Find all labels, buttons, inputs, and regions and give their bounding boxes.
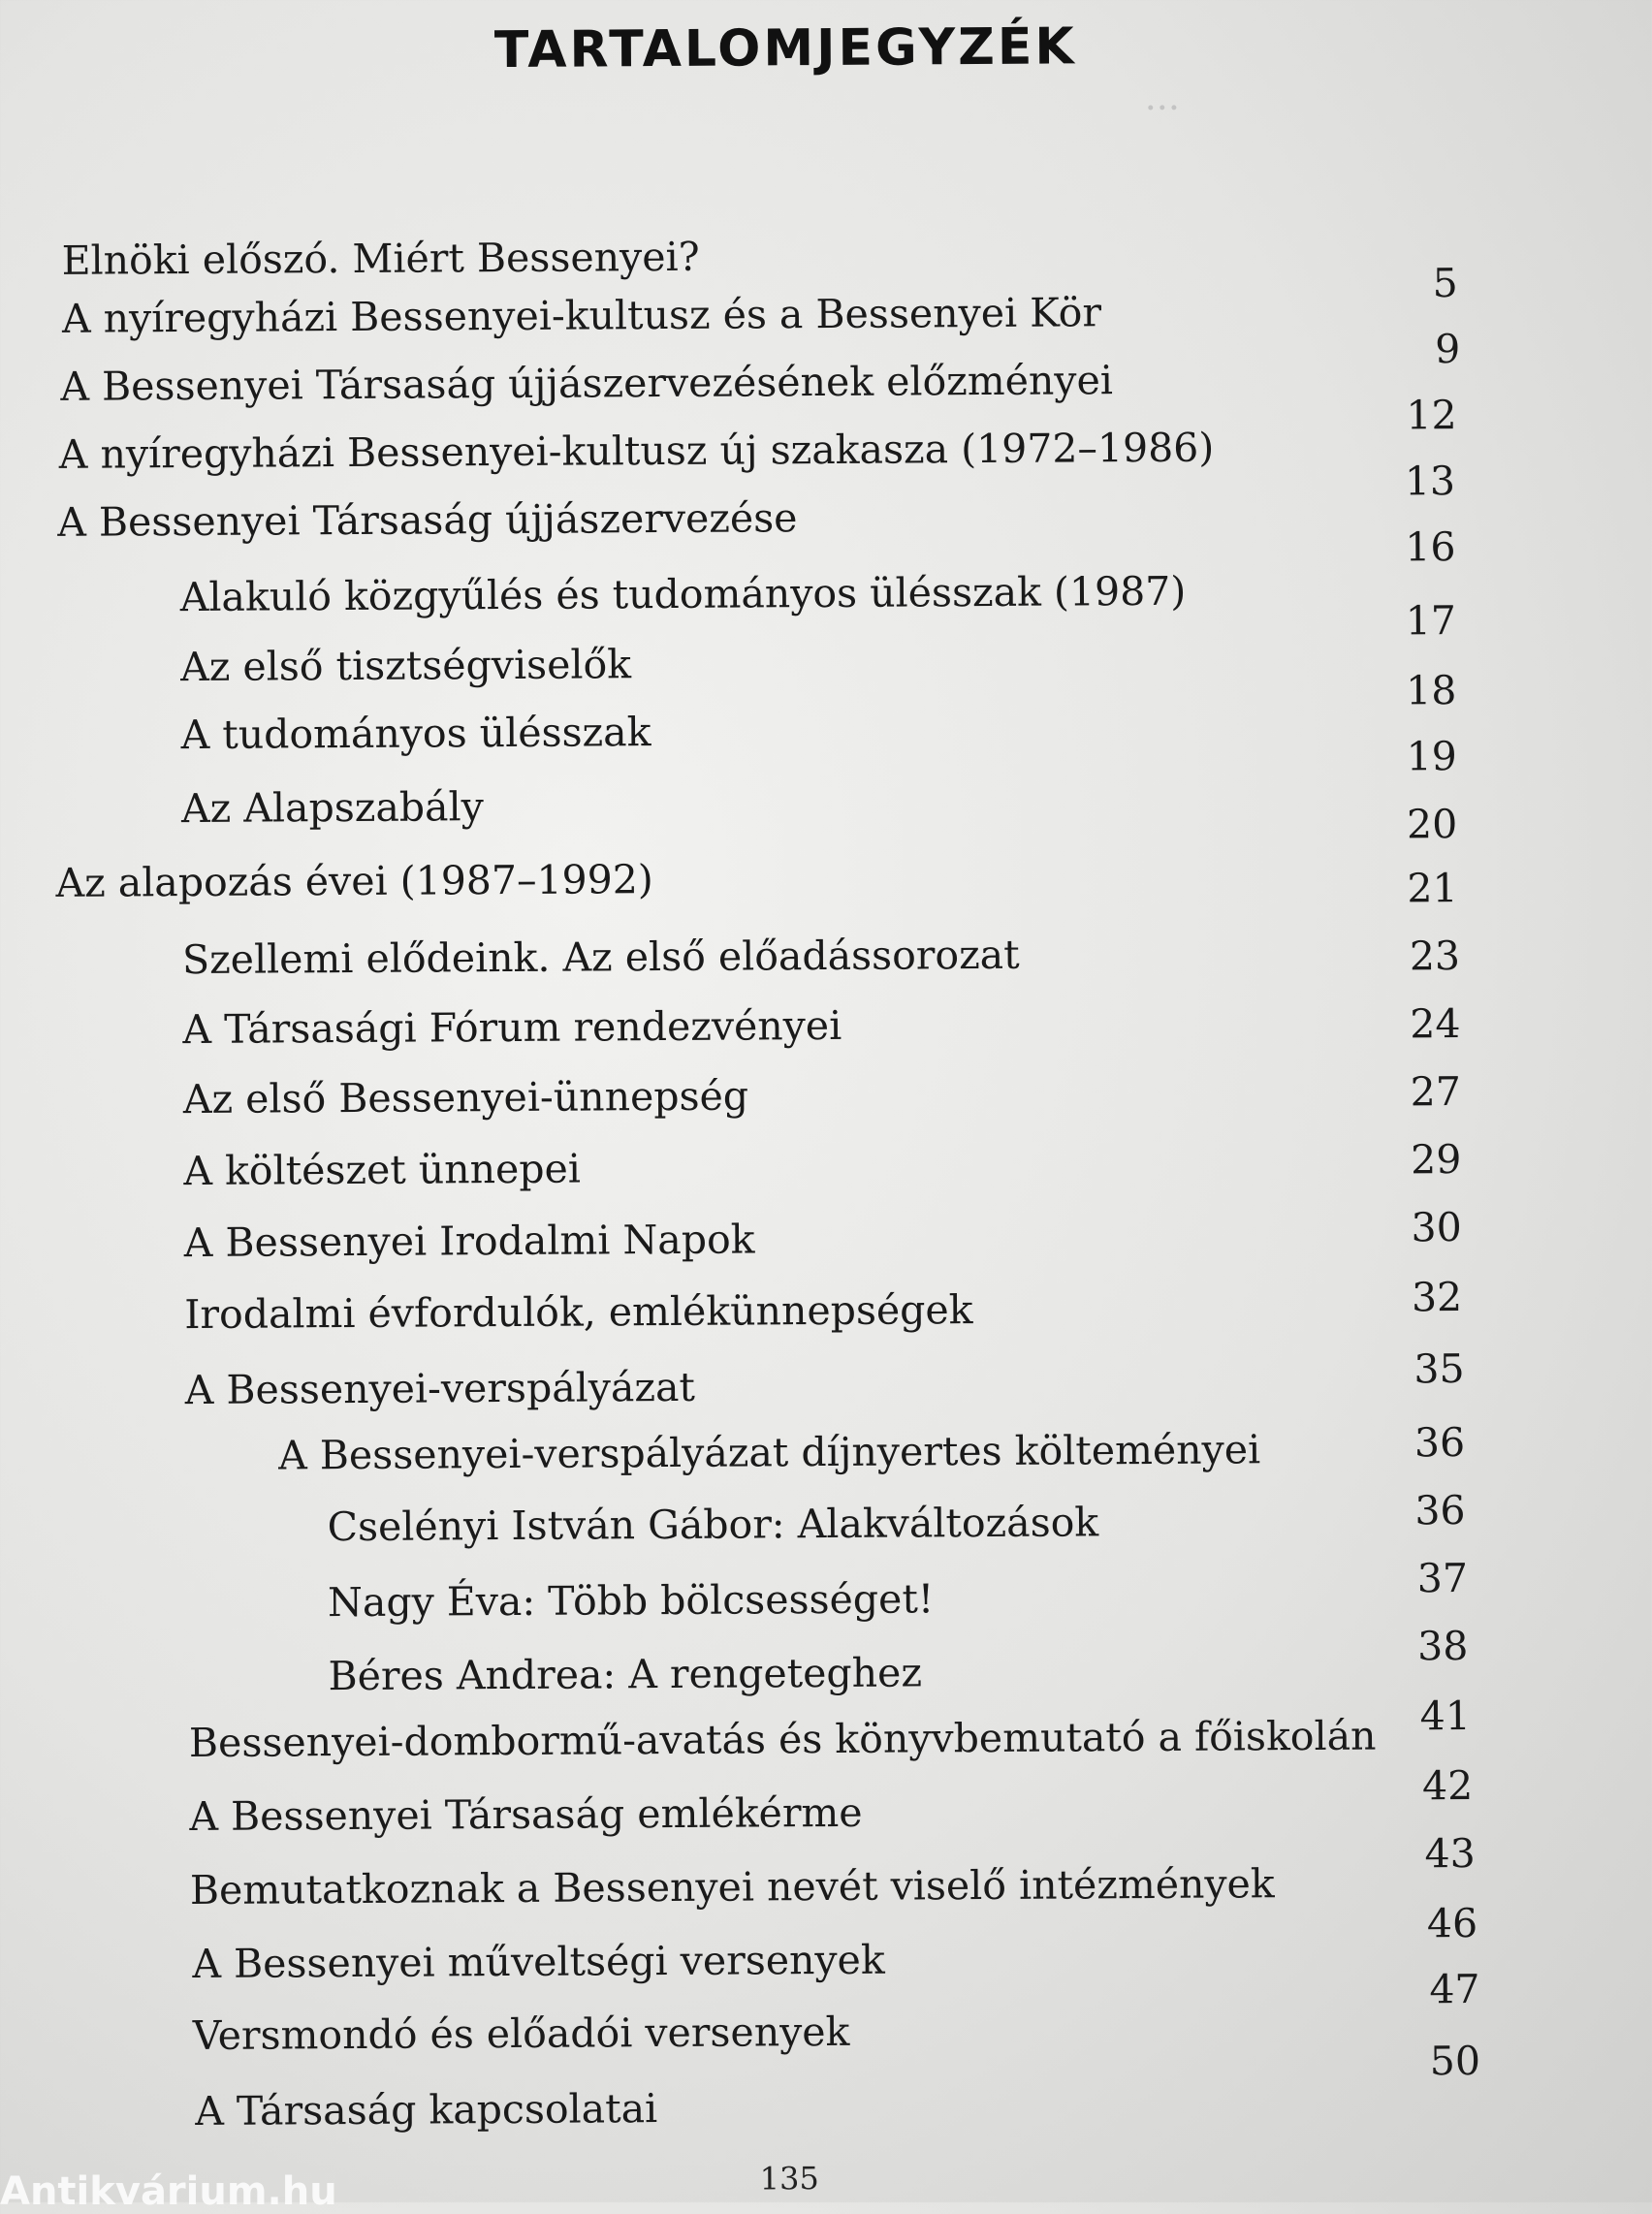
toc-entry: [183, 1068, 1502, 1134]
toc-entry: [180, 704, 1499, 780]
toc-entry: [61, 287, 1497, 373]
toc-entry: [184, 1345, 1504, 1425]
toc-entry: [183, 1136, 1502, 1206]
toc-entry-page: 12: [1406, 392, 1457, 439]
toc-entry-label: A nyíregyházi Bessenyei-kultusz és a Bessenyei Kör: [61, 289, 1102, 342]
toc-entry-page: 32: [1411, 1274, 1463, 1321]
toc-entry-page: 35: [1414, 1345, 1465, 1393]
toc-entry-label: A nyíregyházi Bessenyei-kultusz új szakasza (1972–1986): [58, 424, 1215, 478]
toc-entry-page: 21: [1407, 865, 1458, 912]
toc-entry-page: 19: [1406, 733, 1457, 780]
toc-entry: [57, 490, 1492, 571]
toc-entry-page: 9: [1434, 326, 1461, 373]
toc-entry-page: 50: [1429, 2037, 1481, 2085]
toc-entry-page: 46: [1426, 1899, 1478, 1947]
toc-entry: [327, 1554, 1510, 1637]
toc-entry-label: A költészet ünnepei: [183, 1145, 582, 1195]
toc-entry-label: Az első Bessenyei-ünnepség: [182, 1072, 749, 1123]
toc-entry-page: 37: [1416, 1554, 1469, 1602]
toc-entry: [328, 1622, 1510, 1711]
toc-entry: [55, 851, 1500, 918]
toc-entry: [195, 2037, 1523, 2146]
toc-entry-label: Elnöki előszó. Miért Bessenyei?: [61, 233, 700, 284]
toc-entry-label: A Társaság kapcsolatai: [195, 2085, 658, 2135]
toc-entry-page: 41: [1419, 1692, 1471, 1740]
toc-entry: [278, 1419, 1509, 1491]
toc-entry: [182, 998, 1501, 1064]
toc-entry-page: 38: [1417, 1622, 1469, 1670]
toc-entry-label: Alakuló közgyűlés és tudományos ülésszak (1987): [179, 567, 1187, 621]
toc-entry: [192, 1965, 1521, 2071]
toc-entry-label: Az alapozás évei (1987–1992): [55, 856, 653, 906]
toc-entry-page: 20: [1406, 801, 1458, 848]
toc-entry-label: A Bessenyei-verspályázat: [184, 1363, 696, 1414]
toc-entry-label: Az Alapszabály: [180, 783, 484, 833]
toc-entry: [183, 1204, 1503, 1278]
toc-entry-label: A Társasági Fórum rendezvényei: [182, 1001, 842, 1054]
toc-entry-label: Irodalmi évfordulók, emlékünnepségek: [184, 1286, 973, 1339]
toc-entry: [192, 1899, 1520, 1999]
toc-entry-page: 29: [1411, 1136, 1462, 1184]
toc-entry-label: Az első tisztségviselők: [180, 641, 632, 691]
show-through: ...: [1144, 75, 1181, 118]
toc-entry-label: Cselényi István Gábor: Alakváltozások: [327, 1499, 1099, 1551]
toc-entry-page: 47: [1429, 1965, 1480, 2013]
toc-entry-page: 16: [1405, 523, 1456, 571]
toc-entry-label: Versmondó és előadói versenyek: [192, 2008, 850, 2060]
toc-entry-label: Bemutatkoznak a Bessenyei nevét viselő intézmények: [189, 1860, 1275, 1914]
toc-entry-label: A tudományos ülésszak: [180, 709, 651, 759]
toc-entry-page: 24: [1410, 1000, 1461, 1048]
toc-entry: [60, 355, 1495, 439]
toc-entry: [189, 1829, 1518, 1925]
toc-entry-page: 23: [1409, 933, 1461, 980]
toc-entry-page: 5: [1432, 260, 1458, 307]
toc-entry-label: A Bessenyei műveltségi versenyek: [192, 1936, 885, 1988]
toc-entry-page: 43: [1424, 1829, 1476, 1878]
toc-entry-page: 36: [1414, 1419, 1466, 1467]
toc-entry: [184, 1274, 1503, 1349]
toc-entry-page: 42: [1421, 1761, 1474, 1810]
toc-entry-label: A Bessenyei-verspályázat díjnyertes költeményei: [278, 1426, 1261, 1479]
toc-entry: [189, 1761, 1517, 1851]
toc-entry: [188, 1692, 1517, 1778]
toc-entry-page: 30: [1411, 1204, 1462, 1251]
toc-entry-page: 13: [1404, 458, 1456, 505]
toc-entry: [180, 636, 1499, 714]
toc-entry-label: Béres Andrea: A rengeteghez: [328, 1649, 923, 1700]
toc-entry: [327, 1487, 1509, 1562]
toc-entry-page: 27: [1410, 1068, 1462, 1116]
toc-entry-label: A Bessenyei Irodalmi Napok: [183, 1216, 755, 1267]
toc-entry-label: Nagy Éva: Több bölcsességet!: [327, 1575, 935, 1627]
toc-entry: [180, 777, 1500, 848]
toc-entry-label: A Bessenyei Társaság újjászervezésének előzményei: [60, 357, 1114, 410]
toc-entry: [179, 566, 1499, 645]
page-title: TARTALOMJEGYZÉK: [493, 17, 1077, 80]
toc-entry-label: Szellemi elődeink. Az első előadássorozat: [181, 931, 1020, 984]
page-number: 135: [759, 2160, 819, 2198]
toc-entry-page: 17: [1405, 597, 1457, 645]
toc-entry: [58, 423, 1494, 505]
toc-entry-page: 18: [1406, 667, 1457, 714]
toc-entry-page: 36: [1414, 1487, 1466, 1534]
toc-entry: [182, 929, 1501, 995]
toc-entry-label: A Bessenyei Társaság emlékérme: [189, 1788, 863, 1841]
toc-entry-label: Bessenyei-dombormű-avatás és könyvbemutató a főiskolán: [188, 1712, 1377, 1767]
watermark: Antikvárium.hu: [0, 2169, 337, 2214]
toc-entry-label: A Bessenyei Társaság újjászervezése: [57, 494, 798, 546]
